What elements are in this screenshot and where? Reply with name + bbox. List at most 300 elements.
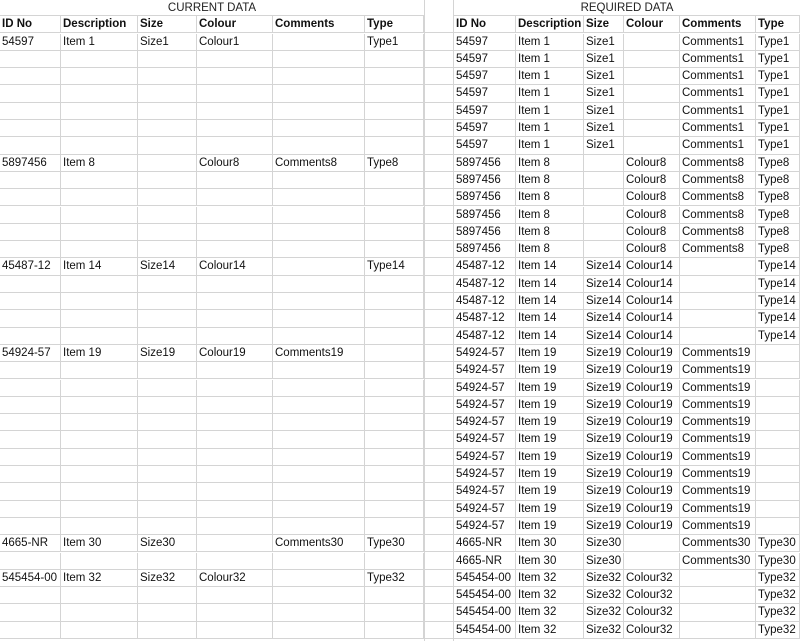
current-size-cell[interactable]: Size1: [138, 34, 197, 51]
required-description-cell[interactable]: Item 1: [516, 51, 584, 68]
current-colour-cell[interactable]: [197, 68, 273, 85]
required-size-cell[interactable]: Size32: [584, 604, 624, 621]
current-id-no-cell[interactable]: 54597: [0, 34, 61, 51]
required-size-cell[interactable]: Size1: [584, 34, 624, 51]
current-comments-cell[interactable]: [273, 553, 365, 570]
current-type-cell[interactable]: Type32: [365, 570, 424, 587]
current-id-no-cell[interactable]: 4665-NR: [0, 535, 61, 552]
blank-column-cell[interactable]: [424, 155, 454, 172]
required-description-cell[interactable]: Item 8: [516, 241, 584, 258]
current-colour-cell[interactable]: [197, 362, 273, 379]
current-comments-cell[interactable]: [273, 380, 365, 397]
current-description-cell[interactable]: [61, 310, 138, 327]
required-comments-cell[interactable]: [680, 570, 756, 587]
current-size-cell[interactable]: [138, 466, 197, 483]
current-size-cell[interactable]: [138, 587, 197, 604]
required-size-cell[interactable]: Size19: [584, 345, 624, 362]
required-type-cell[interactable]: Type8: [756, 207, 800, 224]
required-id-no-cell[interactable]: 54597: [454, 51, 516, 68]
current-size-cell[interactable]: [138, 518, 197, 535]
current-comments-cell[interactable]: [273, 483, 365, 500]
current-id-no-cell[interactable]: [0, 449, 61, 466]
current-id-no-cell[interactable]: [0, 51, 61, 68]
current-description-cell[interactable]: [61, 414, 138, 431]
required-comments-cell[interactable]: [680, 328, 756, 345]
required-colour-cell[interactable]: Colour32: [624, 587, 680, 604]
current-comments-cell[interactable]: [273, 68, 365, 85]
current-size-cell[interactable]: [138, 137, 197, 154]
blank-column-cell[interactable]: [424, 241, 454, 258]
current-description-cell[interactable]: [61, 449, 138, 466]
required-colour-cell[interactable]: [624, 34, 680, 51]
required-colour-cell[interactable]: [624, 51, 680, 68]
current-colour-cell[interactable]: [197, 431, 273, 448]
current-description-cell[interactable]: [61, 431, 138, 448]
current-id-no-cell[interactable]: [0, 431, 61, 448]
blank-column-cell[interactable]: [424, 310, 454, 327]
required-size-cell[interactable]: Size32: [584, 587, 624, 604]
current-colour-cell[interactable]: [197, 293, 273, 310]
required-comments-cell[interactable]: Comments1: [680, 85, 756, 102]
required-description-cell[interactable]: Item 32: [516, 587, 584, 604]
required-size-cell[interactable]: Size30: [584, 535, 624, 552]
current-id-no-cell[interactable]: [0, 380, 61, 397]
current-comments-cell[interactable]: Comments19: [273, 345, 365, 362]
required-id-no-cell[interactable]: 54597: [454, 68, 516, 85]
current-type-cell[interactable]: [365, 189, 424, 206]
current-colour-cell[interactable]: Colour8: [197, 155, 273, 172]
current-id-no-cell[interactable]: 54924-57: [0, 345, 61, 362]
current-type-cell[interactable]: [365, 328, 424, 345]
required-type-cell[interactable]: Type1: [756, 34, 800, 51]
required-colour-cell[interactable]: Colour19: [624, 414, 680, 431]
required-colour-cell[interactable]: Colour19: [624, 397, 680, 414]
blank-column-cell[interactable]: [424, 380, 454, 397]
required-type-cell[interactable]: Type8: [756, 155, 800, 172]
blank-column-cell[interactable]: [424, 328, 454, 345]
required-size-cell[interactable]: Size14: [584, 258, 624, 275]
current-comments-cell[interactable]: [273, 414, 365, 431]
required-colour-cell[interactable]: Colour19: [624, 362, 680, 379]
header-current-colour[interactable]: Colour: [197, 16, 273, 33]
current-type-cell[interactable]: [365, 68, 424, 85]
current-id-no-cell[interactable]: [0, 483, 61, 500]
required-size-cell[interactable]: [584, 241, 624, 258]
required-colour-cell[interactable]: Colour19: [624, 431, 680, 448]
required-comments-cell[interactable]: [680, 604, 756, 621]
current-comments-cell[interactable]: [273, 362, 365, 379]
blank-column-cell[interactable]: [424, 276, 454, 293]
required-description-cell[interactable]: Item 1: [516, 68, 584, 85]
current-description-cell[interactable]: [61, 85, 138, 102]
current-colour-cell[interactable]: [197, 310, 273, 327]
required-id-no-cell[interactable]: 5897456: [454, 189, 516, 206]
required-colour-cell[interactable]: Colour19: [624, 466, 680, 483]
current-type-cell[interactable]: [365, 553, 424, 570]
required-type-cell[interactable]: [756, 414, 800, 431]
required-id-no-cell[interactable]: 45487-12: [454, 328, 516, 345]
current-description-cell[interactable]: [61, 362, 138, 379]
required-size-cell[interactable]: [584, 155, 624, 172]
required-id-no-cell[interactable]: 545454-00: [454, 570, 516, 587]
header-current-comments[interactable]: Comments: [273, 16, 365, 33]
current-id-no-cell[interactable]: 545454-00: [0, 570, 61, 587]
current-id-no-cell[interactable]: [0, 172, 61, 189]
required-colour-cell[interactable]: Colour32: [624, 570, 680, 587]
blank-column-cell[interactable]: [424, 570, 454, 587]
current-colour-cell[interactable]: [197, 501, 273, 518]
required-description-cell[interactable]: Item 19: [516, 449, 584, 466]
required-size-cell[interactable]: Size19: [584, 466, 624, 483]
required-id-no-cell[interactable]: 4665-NR: [454, 535, 516, 552]
required-description-cell[interactable]: Item 30: [516, 553, 584, 570]
current-id-no-cell[interactable]: [0, 241, 61, 258]
required-type-cell[interactable]: [756, 397, 800, 414]
required-type-cell[interactable]: Type30: [756, 535, 800, 552]
blank-column-cell[interactable]: [424, 172, 454, 189]
current-colour-cell[interactable]: Colour14: [197, 258, 273, 275]
current-comments-cell[interactable]: [273, 570, 365, 587]
blank-column-cell[interactable]: [424, 622, 454, 639]
blank-column-cell[interactable]: [424, 604, 454, 621]
required-comments-cell[interactable]: Comments1: [680, 103, 756, 120]
required-id-no-cell[interactable]: 54924-57: [454, 380, 516, 397]
current-id-no-cell[interactable]: 5897456: [0, 155, 61, 172]
required-colour-cell[interactable]: Colour8: [624, 207, 680, 224]
current-comments-cell[interactable]: [273, 189, 365, 206]
required-type-cell[interactable]: [756, 449, 800, 466]
required-description-cell[interactable]: Item 19: [516, 414, 584, 431]
current-size-cell[interactable]: [138, 51, 197, 68]
current-comments-cell[interactable]: [273, 34, 365, 51]
current-description-cell[interactable]: [61, 172, 138, 189]
current-id-no-cell[interactable]: [0, 587, 61, 604]
required-description-cell[interactable]: Item 14: [516, 258, 584, 275]
blank-column-cell[interactable]: [424, 68, 454, 85]
required-description-cell[interactable]: Item 19: [516, 397, 584, 414]
current-comments-cell[interactable]: [273, 120, 365, 137]
required-description-cell[interactable]: Item 1: [516, 120, 584, 137]
current-colour-cell[interactable]: Colour19: [197, 345, 273, 362]
required-id-no-cell[interactable]: 4665-NR: [454, 553, 516, 570]
current-description-cell[interactable]: [61, 68, 138, 85]
required-size-cell[interactable]: Size19: [584, 483, 624, 500]
current-size-cell[interactable]: [138, 604, 197, 621]
required-comments-cell[interactable]: [680, 258, 756, 275]
required-description-cell[interactable]: Item 19: [516, 501, 584, 518]
required-description-cell[interactable]: Item 8: [516, 155, 584, 172]
current-size-cell[interactable]: [138, 120, 197, 137]
current-description-cell[interactable]: [61, 241, 138, 258]
current-type-cell[interactable]: [365, 137, 424, 154]
required-size-cell[interactable]: Size32: [584, 570, 624, 587]
required-comments-cell[interactable]: Comments8: [680, 172, 756, 189]
current-type-cell[interactable]: [365, 380, 424, 397]
current-size-cell[interactable]: [138, 224, 197, 241]
required-id-no-cell[interactable]: 54924-57: [454, 362, 516, 379]
required-description-cell[interactable]: Item 32: [516, 570, 584, 587]
current-id-no-cell[interactable]: [0, 362, 61, 379]
required-comments-cell[interactable]: Comments8: [680, 207, 756, 224]
current-id-no-cell[interactable]: [0, 604, 61, 621]
required-comments-cell[interactable]: Comments19: [680, 483, 756, 500]
current-description-cell[interactable]: [61, 328, 138, 345]
current-colour-cell[interactable]: [197, 622, 273, 639]
current-size-cell[interactable]: [138, 293, 197, 310]
current-size-cell[interactable]: Size14: [138, 258, 197, 275]
current-size-cell[interactable]: [138, 501, 197, 518]
current-comments-cell[interactable]: [273, 449, 365, 466]
current-type-cell[interactable]: [365, 483, 424, 500]
required-size-cell[interactable]: Size19: [584, 501, 624, 518]
current-description-cell[interactable]: [61, 224, 138, 241]
current-id-no-cell[interactable]: [0, 622, 61, 639]
current-comments-cell[interactable]: [273, 293, 365, 310]
required-comments-cell[interactable]: Comments19: [680, 362, 756, 379]
required-colour-cell[interactable]: Colour19: [624, 380, 680, 397]
current-type-cell[interactable]: [365, 587, 424, 604]
current-description-cell[interactable]: [61, 293, 138, 310]
current-type-cell[interactable]: [365, 85, 424, 102]
required-type-cell[interactable]: Type8: [756, 241, 800, 258]
current-size-cell[interactable]: Size19: [138, 345, 197, 362]
required-type-cell[interactable]: Type1: [756, 137, 800, 154]
required-size-cell[interactable]: Size19: [584, 362, 624, 379]
required-type-cell[interactable]: Type8: [756, 172, 800, 189]
required-size-cell[interactable]: Size14: [584, 328, 624, 345]
current-description-cell[interactable]: Item 32: [61, 570, 138, 587]
current-description-cell[interactable]: [61, 380, 138, 397]
current-colour-cell[interactable]: [197, 466, 273, 483]
required-description-cell[interactable]: Item 32: [516, 604, 584, 621]
current-comments-cell[interactable]: [273, 103, 365, 120]
required-size-cell[interactable]: [584, 224, 624, 241]
blank-column-cell[interactable]: [424, 189, 454, 206]
current-type-cell[interactable]: Type8: [365, 155, 424, 172]
current-size-cell[interactable]: [138, 310, 197, 327]
current-description-cell[interactable]: [61, 276, 138, 293]
required-colour-cell[interactable]: Colour8: [624, 172, 680, 189]
required-type-cell[interactable]: Type32: [756, 604, 800, 621]
required-size-cell[interactable]: Size19: [584, 414, 624, 431]
required-id-no-cell[interactable]: 54597: [454, 85, 516, 102]
current-type-cell[interactable]: [365, 622, 424, 639]
required-type-cell[interactable]: Type32: [756, 587, 800, 604]
required-type-cell[interactable]: Type30: [756, 553, 800, 570]
required-description-cell[interactable]: Item 8: [516, 189, 584, 206]
blank-column-cell[interactable]: [424, 362, 454, 379]
current-description-cell[interactable]: Item 19: [61, 345, 138, 362]
required-description-cell[interactable]: Item 19: [516, 483, 584, 500]
current-type-cell[interactable]: [365, 224, 424, 241]
current-colour-cell[interactable]: [197, 328, 273, 345]
required-type-cell[interactable]: [756, 362, 800, 379]
required-type-cell[interactable]: [756, 518, 800, 535]
required-type-cell[interactable]: [756, 431, 800, 448]
required-colour-cell[interactable]: Colour8: [624, 155, 680, 172]
blank-column-cell[interactable]: [424, 120, 454, 137]
required-id-no-cell[interactable]: 54597: [454, 34, 516, 51]
current-size-cell[interactable]: [138, 241, 197, 258]
required-id-no-cell[interactable]: 545454-00: [454, 587, 516, 604]
required-description-cell[interactable]: Item 1: [516, 103, 584, 120]
current-type-cell[interactable]: [365, 172, 424, 189]
current-size-cell[interactable]: [138, 483, 197, 500]
header-current-id-no[interactable]: ID No: [0, 16, 61, 33]
current-comments-cell[interactable]: [273, 51, 365, 68]
current-colour-cell[interactable]: [197, 380, 273, 397]
current-id-no-cell[interactable]: [0, 553, 61, 570]
current-type-cell[interactable]: [365, 518, 424, 535]
required-type-cell[interactable]: Type1: [756, 120, 800, 137]
required-type-cell[interactable]: [756, 380, 800, 397]
required-size-cell[interactable]: Size1: [584, 51, 624, 68]
current-id-no-cell[interactable]: [0, 103, 61, 120]
required-description-cell[interactable]: Item 19: [516, 345, 584, 362]
blank-column-cell[interactable]: [424, 518, 454, 535]
current-id-no-cell[interactable]: [0, 518, 61, 535]
blank-column-cell[interactable]: [424, 224, 454, 241]
current-description-cell[interactable]: [61, 189, 138, 206]
current-type-cell[interactable]: [365, 449, 424, 466]
required-type-cell[interactable]: Type32: [756, 622, 800, 639]
required-id-no-cell[interactable]: 54597: [454, 103, 516, 120]
header-required-description[interactable]: Description: [516, 16, 584, 33]
required-comments-cell[interactable]: Comments19: [680, 380, 756, 397]
required-colour-cell[interactable]: [624, 137, 680, 154]
required-type-cell[interactable]: Type14: [756, 328, 800, 345]
required-colour-cell[interactable]: Colour14: [624, 310, 680, 327]
required-size-cell[interactable]: Size19: [584, 518, 624, 535]
required-comments-cell[interactable]: [680, 622, 756, 639]
required-type-cell[interactable]: [756, 501, 800, 518]
current-type-cell[interactable]: [365, 207, 424, 224]
current-size-cell[interactable]: [138, 68, 197, 85]
required-size-cell[interactable]: Size30: [584, 553, 624, 570]
required-colour-cell[interactable]: Colour19: [624, 501, 680, 518]
required-type-cell[interactable]: Type8: [756, 224, 800, 241]
current-description-cell[interactable]: [61, 501, 138, 518]
required-size-cell[interactable]: Size1: [584, 85, 624, 102]
current-id-no-cell[interactable]: 45487-12: [0, 258, 61, 275]
current-comments-cell[interactable]: [273, 604, 365, 621]
required-description-cell[interactable]: Item 19: [516, 431, 584, 448]
required-size-cell[interactable]: Size32: [584, 622, 624, 639]
required-size-cell[interactable]: Size1: [584, 137, 624, 154]
required-comments-cell[interactable]: Comments1: [680, 34, 756, 51]
current-id-no-cell[interactable]: [0, 207, 61, 224]
blank-column-cell[interactable]: [424, 207, 454, 224]
current-colour-cell[interactable]: [197, 518, 273, 535]
blank-column-cell[interactable]: [424, 483, 454, 500]
required-description-cell[interactable]: Item 8: [516, 172, 584, 189]
current-id-no-cell[interactable]: [0, 276, 61, 293]
current-type-cell[interactable]: [365, 120, 424, 137]
required-description-cell[interactable]: Item 1: [516, 34, 584, 51]
current-size-cell[interactable]: [138, 155, 197, 172]
current-type-cell[interactable]: Type1: [365, 34, 424, 51]
header-required-comments[interactable]: Comments: [680, 16, 756, 33]
required-colour-cell[interactable]: Colour14: [624, 293, 680, 310]
header-current-description[interactable]: Description: [61, 16, 138, 33]
current-colour-cell[interactable]: [197, 483, 273, 500]
blank-column-cell[interactable]: [424, 293, 454, 310]
required-comments-cell[interactable]: [680, 587, 756, 604]
required-description-cell[interactable]: Item 30: [516, 535, 584, 552]
required-type-cell[interactable]: Type1: [756, 85, 800, 102]
required-colour-cell[interactable]: Colour14: [624, 258, 680, 275]
blank-column-cell[interactable]: [424, 553, 454, 570]
required-id-no-cell[interactable]: 45487-12: [454, 258, 516, 275]
current-type-cell[interactable]: Type14: [365, 258, 424, 275]
current-colour-cell[interactable]: [197, 85, 273, 102]
current-type-cell[interactable]: [365, 466, 424, 483]
required-size-cell[interactable]: Size1: [584, 68, 624, 85]
current-size-cell[interactable]: [138, 85, 197, 102]
required-description-cell[interactable]: Item 32: [516, 622, 584, 639]
current-comments-cell[interactable]: [273, 431, 365, 448]
required-colour-cell[interactable]: [624, 535, 680, 552]
current-id-no-cell[interactable]: [0, 414, 61, 431]
current-type-cell[interactable]: [365, 51, 424, 68]
current-colour-cell[interactable]: [197, 120, 273, 137]
required-id-no-cell[interactable]: 45487-12: [454, 310, 516, 327]
current-id-no-cell[interactable]: [0, 137, 61, 154]
current-id-no-cell[interactable]: [0, 397, 61, 414]
blank-column-cell[interactable]: [424, 85, 454, 102]
current-size-cell[interactable]: [138, 553, 197, 570]
current-description-cell[interactable]: [61, 587, 138, 604]
current-comments-cell[interactable]: [273, 328, 365, 345]
current-size-cell[interactable]: [138, 622, 197, 639]
required-id-no-cell[interactable]: 5897456: [454, 224, 516, 241]
current-comments-cell[interactable]: [273, 276, 365, 293]
required-comments-cell[interactable]: Comments1: [680, 51, 756, 68]
required-colour-cell[interactable]: Colour19: [624, 518, 680, 535]
current-comments-cell[interactable]: [273, 224, 365, 241]
required-size-cell[interactable]: Size19: [584, 431, 624, 448]
current-size-cell[interactable]: [138, 189, 197, 206]
required-description-cell[interactable]: Item 1: [516, 85, 584, 102]
current-size-cell[interactable]: Size30: [138, 535, 197, 552]
required-description-cell[interactable]: Item 14: [516, 276, 584, 293]
required-size-cell[interactable]: Size19: [584, 380, 624, 397]
required-comments-cell[interactable]: Comments19: [680, 518, 756, 535]
required-type-cell[interactable]: Type14: [756, 276, 800, 293]
blank-column-cell[interactable]: [424, 258, 454, 275]
required-description-cell[interactable]: Item 19: [516, 362, 584, 379]
required-id-no-cell[interactable]: 54924-57: [454, 518, 516, 535]
current-id-no-cell[interactable]: [0, 466, 61, 483]
current-comments-cell[interactable]: Comments8: [273, 155, 365, 172]
required-size-cell[interactable]: [584, 189, 624, 206]
current-comments-cell[interactable]: [273, 622, 365, 639]
required-comments-cell[interactable]: Comments30: [680, 535, 756, 552]
current-type-cell[interactable]: [365, 241, 424, 258]
required-id-no-cell[interactable]: 54924-57: [454, 501, 516, 518]
required-comments-cell[interactable]: Comments8: [680, 241, 756, 258]
current-colour-cell[interactable]: [197, 604, 273, 621]
current-id-no-cell[interactable]: [0, 224, 61, 241]
current-description-cell[interactable]: [61, 604, 138, 621]
current-colour-cell[interactable]: [197, 553, 273, 570]
current-colour-cell[interactable]: [197, 414, 273, 431]
required-description-cell[interactable]: Item 14: [516, 328, 584, 345]
required-colour-cell[interactable]: [624, 103, 680, 120]
current-type-cell[interactable]: [365, 345, 424, 362]
blank-column-cell[interactable]: [424, 397, 454, 414]
required-colour-cell[interactable]: [624, 85, 680, 102]
